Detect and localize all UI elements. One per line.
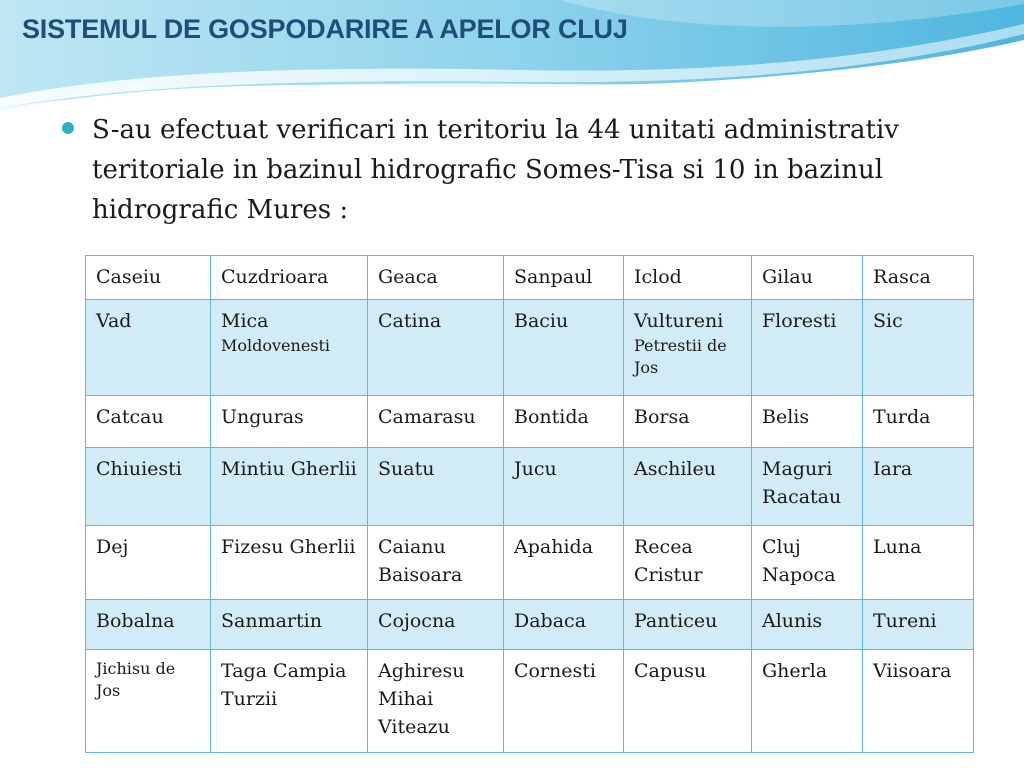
cell-subtext: Moldovenesti [221, 336, 331, 355]
table-cell: Aghiresu Mihai Viteazu [368, 650, 504, 753]
table-cell: Jucu [504, 448, 624, 526]
table-cell: Baciu [504, 300, 624, 396]
table-cell: Alunis [752, 600, 863, 650]
table-cell: Capusu [624, 650, 752, 753]
table-cell: Luna [863, 526, 974, 600]
bullet-dot-icon [62, 122, 74, 134]
table-cell: Bobalna [86, 600, 211, 650]
table-cell: Turda [863, 396, 974, 448]
table-cell: Jichisu de Jos [86, 650, 211, 753]
table-row [86, 256, 974, 300]
table-cell: Gherla [752, 650, 863, 753]
localities-table [85, 255, 973, 753]
table-cell: Maguri Racatau [752, 448, 863, 526]
table-row [86, 300, 974, 396]
table-cell: Sanpaul [504, 256, 624, 300]
table-cell: Viisoara [863, 650, 974, 753]
table-row [86, 448, 974, 526]
table-cell: Dabaca [504, 600, 624, 650]
table-cell: Fizesu Gherlii [211, 526, 368, 600]
table-row [86, 600, 974, 650]
table-cell: Cuzdrioara [211, 256, 368, 300]
table-row [86, 650, 974, 753]
table-cell: Catcau [86, 396, 211, 448]
table-cell [624, 300, 752, 396]
table-cell: Sanmartin [211, 600, 368, 650]
table-cell: Taga Campia Turzii [211, 650, 368, 753]
table-cell: Catina [368, 300, 504, 396]
table-cell: Sic [863, 300, 974, 396]
table-cell: Iclod [624, 256, 752, 300]
table-cell: Borsa [624, 396, 752, 448]
table-cell: Recea Cristur [624, 526, 752, 600]
table-cell: Vad [86, 300, 211, 396]
table-cell: Cojocna [368, 600, 504, 650]
cell-subtext: Petrestii de Jos [634, 336, 727, 377]
table-cell: Caseiu [86, 256, 211, 300]
table-cell: Caianu Baisoara [368, 526, 504, 600]
table-cell: Camarasu [368, 396, 504, 448]
table-cell: Apahida [504, 526, 624, 600]
table-cell: Rasca [863, 256, 974, 300]
table-cell: Tureni [863, 600, 974, 650]
bullet-item [62, 110, 962, 230]
table-cell: Aschileu [624, 448, 752, 526]
cell-main-text: Vultureni [634, 310, 724, 332]
table-cell: Belis [752, 396, 863, 448]
table-cell: Mintiu Gherlii [211, 448, 368, 526]
table-cell: Cluj Napoca [752, 526, 863, 600]
table-cell: Gilau [752, 256, 863, 300]
table-cell: Dej [86, 526, 211, 600]
table-row [86, 396, 974, 448]
table-cell: Panticeu [624, 600, 752, 650]
table-cell: Iara [863, 448, 974, 526]
table-cell: Floresti [752, 300, 863, 396]
bullet-text: S-au efectuat verificari in teritoriu la 44 unitati administrativ teritoriale in bazinul hidrografic Somes-Tisa si 10 in bazinul hidrografic Mures : [92, 115, 899, 225]
table-cell: Chiuiesti [86, 448, 211, 526]
slide-title: SISTEMUL DE GOSPODARIRE A APELOR CLUJ [22, 14, 628, 44]
table-cell: Bontida [504, 396, 624, 448]
table-cell: Cornesti [504, 650, 624, 753]
table-cell: Suatu [368, 448, 504, 526]
table-cell: Unguras [211, 396, 368, 448]
table-row [86, 526, 974, 600]
table-cell [211, 300, 368, 396]
cell-main-text: Mica [221, 310, 269, 332]
table-cell: Geaca [368, 256, 504, 300]
